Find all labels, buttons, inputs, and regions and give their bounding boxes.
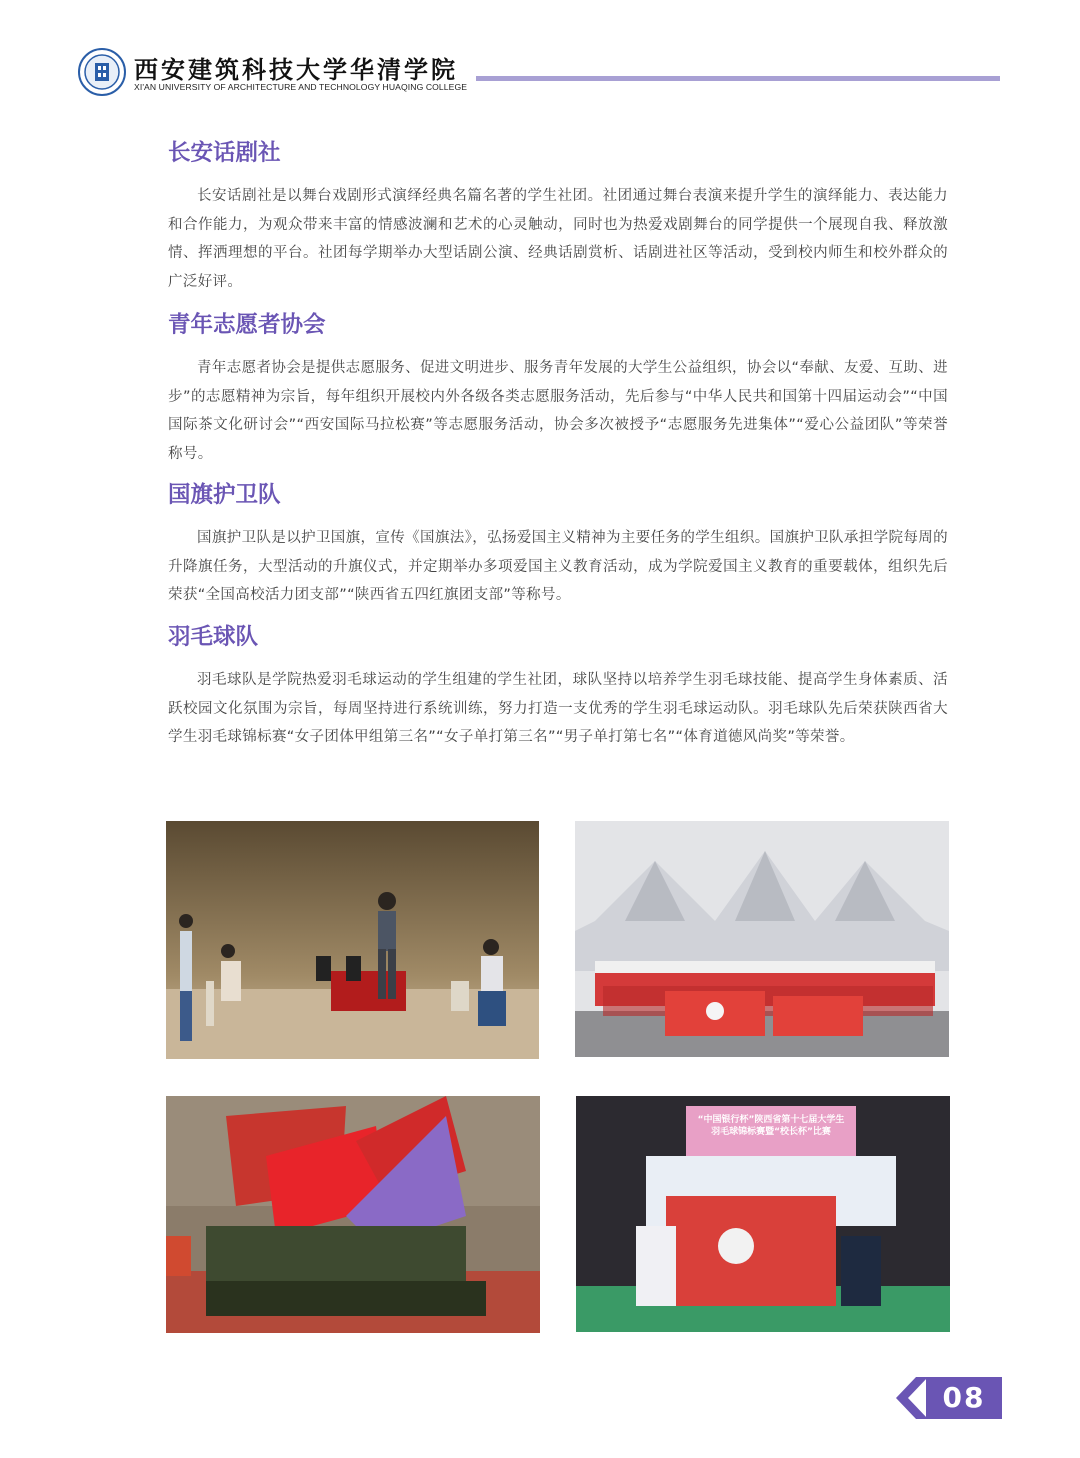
section-body: 青年志愿者协会是提供志愿服务、促进文明进步、服务青年发展的大学生公益组织，协会以“奉献、友爱、互助、进步”的志愿精神为宗旨，每年组织开展校内外各级各类志愿服务活动，先后参与“中华人民共和国第十四届运动会”“中国国际茶文化研讨会”“西安国际马拉松赛”等志愿服务活动，协会多次被授予“志愿服务先进集体”“爱心公益团队”等荣誉称号。: [168, 360, 948, 463]
college-emblem-icon: [78, 48, 126, 96]
section-body: 长安话剧社是以舞台戏剧形式演绎经典名篇名著的学生社团。社团通过舞台表演来提升学生的演绎能力、表达能力和合作能力，为观众带来丰富的情感波澜和艺术的心灵触动，同时也为热爱戏剧舞台的同学提供一个展现自我、释放激情、挥洒理想的平台。社团每学期举办大型话剧公演、经典话剧赏析、话剧进社区等活动，受到校内师生和校外群众的广泛好评。: [168, 188, 948, 291]
header-divider: [476, 76, 1000, 81]
section-badminton-team: [168, 620, 948, 752]
section-body: 羽毛球队是学院热爱羽毛球运动的学生组建的学生社团，球队坚持以培养学生羽毛球技能、提高学生身体素质、活跃校园文化氛围为宗旨，每周坚持进行系统训练，努力打造一支优秀的学生羽毛球运动队。羽毛球队先后荣获陕西省大学生羽毛球锦标赛“女子团体甲组第三名”“女子单打第三名”“男子单打第七名”“体育道德风尚奖”等荣誉。: [168, 672, 948, 746]
section-flag-guard: [168, 478, 948, 610]
section-volunteer-association: [168, 308, 948, 469]
college-name-en: XI'AN UNIVERSITY OF ARCHITECTURE AND TECHNOLOGY HUAQING COLLEGE: [134, 82, 468, 92]
chevron-left-icon: [896, 1377, 930, 1419]
college-name-cn: 西安建筑科技大学华清学院: [134, 55, 458, 84]
section-title: 青年志愿者协会: [168, 312, 326, 338]
drama-performance-photo: [166, 821, 539, 1059]
section-title: 羽毛球队: [168, 624, 259, 650]
page-number: 08: [926, 1377, 1002, 1419]
badminton-banner-text: “中国银行杯”陕西省第十七届大学生羽毛球锦标赛暨“校长杯”比赛: [697, 1115, 845, 1137]
badminton-team-photo: [576, 1096, 950, 1332]
page-number-tab: [896, 1377, 1004, 1419]
section-title: 国旗护卫队: [168, 482, 281, 508]
section-body: 国旗护卫队是以护卫国旗，宣传《国旗法》，弘扬爱国主义精神为主要任务的学生组织。国旗护卫队承担学院每周的升降旗任务，大型活动的升旗仪式，并定期举办多项爱国主义教育活动，成为学院爱国主义教育的重要载体，组织先后荣获“全国高校活力团支部”“陕西省五四红旗团支部”等称号。: [168, 530, 948, 604]
volunteer-group-photo: [575, 821, 949, 1057]
page-header: [78, 44, 1008, 104]
flag-guard-photo: [166, 1096, 540, 1333]
section-drama-club: [168, 136, 948, 297]
section-title: 长安话剧社: [168, 140, 281, 166]
